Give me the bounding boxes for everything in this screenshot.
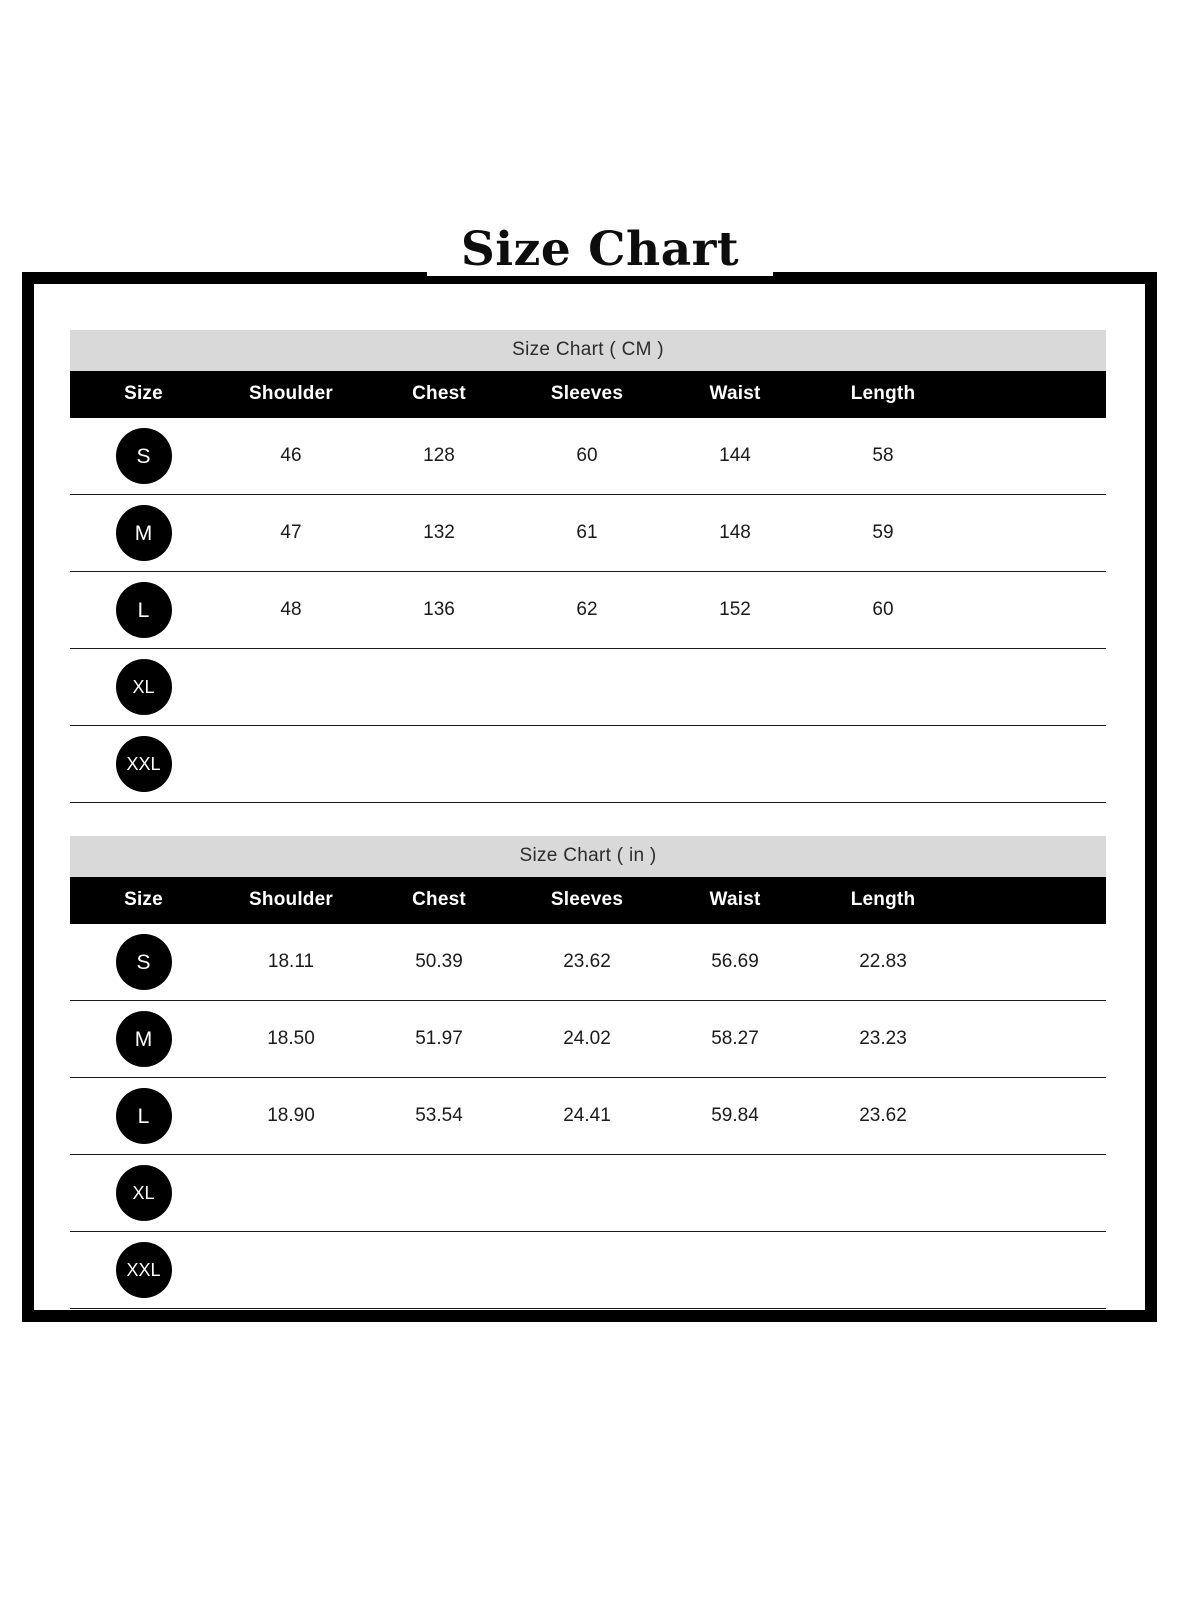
cell-waist: 59.84 <box>661 1078 809 1155</box>
cell-chest: 51.97 <box>365 1001 513 1078</box>
cell-waist <box>661 726 809 803</box>
size-cell <box>70 1001 217 1078</box>
size-cell <box>70 726 217 803</box>
cell-sleeves <box>513 1232 661 1309</box>
cell-spacer <box>957 924 1106 1001</box>
cell-shoulder <box>217 1155 365 1232</box>
col-header-size: Size <box>70 371 217 418</box>
cell-spacer <box>957 649 1106 726</box>
size-badge: M <box>116 1011 172 1067</box>
table-row <box>70 1232 1106 1309</box>
cell-spacer <box>957 1001 1106 1078</box>
cell-length <box>809 649 957 726</box>
cell-length <box>809 1232 957 1309</box>
cell-chest <box>365 649 513 726</box>
table-row <box>70 495 1106 572</box>
cell-chest: 128 <box>365 418 513 495</box>
cell-length: 23.62 <box>809 1078 957 1155</box>
cell-waist <box>661 1232 809 1309</box>
size-badge: L <box>116 1088 172 1144</box>
size-badge: S <box>116 428 172 484</box>
cell-shoulder: 48 <box>217 572 365 649</box>
size-cell <box>70 572 217 649</box>
cell-length: 58 <box>809 418 957 495</box>
cell-sleeves: 24.41 <box>513 1078 661 1155</box>
size-cell <box>70 1155 217 1232</box>
size-badge: M <box>116 505 172 561</box>
col-header-shoulder: Shoulder <box>217 371 365 418</box>
size-cell <box>70 1078 217 1155</box>
col-header-sleeves: Sleeves <box>513 877 661 924</box>
cell-spacer <box>957 572 1106 649</box>
table-row <box>70 572 1106 649</box>
cell-waist: 144 <box>661 418 809 495</box>
tables-gap <box>70 803 1106 836</box>
cell-sleeves: 62 <box>513 572 661 649</box>
cell-sleeves: 61 <box>513 495 661 572</box>
col-header-waist: Waist <box>661 877 809 924</box>
table-row <box>70 924 1106 1001</box>
cell-chest: 132 <box>365 495 513 572</box>
cell-length: 60 <box>809 572 957 649</box>
size-badge: XXL <box>116 736 172 792</box>
cell-sleeves <box>513 649 661 726</box>
size-badge: S <box>116 934 172 990</box>
size-badge: XL <box>116 659 172 715</box>
table-row <box>70 649 1106 726</box>
page-title: Size Chart <box>460 222 740 277</box>
table-band-in <box>70 836 1106 877</box>
col-header-waist: Waist <box>661 371 809 418</box>
col-header-shoulder: Shoulder <box>217 877 365 924</box>
size-cell <box>70 418 217 495</box>
cell-shoulder: 18.11 <box>217 924 365 1001</box>
size-tables <box>70 330 1106 1309</box>
cell-shoulder: 47 <box>217 495 365 572</box>
size-cell <box>70 1232 217 1309</box>
cell-sleeves: 23.62 <box>513 924 661 1001</box>
cell-sleeves: 60 <box>513 418 661 495</box>
col-header-length: Length <box>809 877 957 924</box>
table-header-cm <box>70 371 1106 418</box>
cell-sleeves: 24.02 <box>513 1001 661 1078</box>
table-row <box>70 1078 1106 1155</box>
page-title-container <box>0 224 1200 276</box>
cell-spacer <box>957 1155 1106 1232</box>
table-row <box>70 1001 1106 1078</box>
cell-length <box>809 1155 957 1232</box>
col-header-length: Length <box>809 371 957 418</box>
cell-spacer <box>957 1078 1106 1155</box>
cell-length: 22.83 <box>809 924 957 1001</box>
cell-shoulder <box>217 726 365 803</box>
cell-chest: 53.54 <box>365 1078 513 1155</box>
cell-length: 59 <box>809 495 957 572</box>
cell-spacer <box>957 418 1106 495</box>
cell-spacer <box>957 726 1106 803</box>
table-header-in <box>70 877 1106 924</box>
table-row <box>70 418 1106 495</box>
cell-chest <box>365 726 513 803</box>
cell-waist: 56.69 <box>661 924 809 1001</box>
cell-spacer <box>957 1232 1106 1309</box>
cell-waist <box>661 1155 809 1232</box>
cell-chest: 50.39 <box>365 924 513 1001</box>
size-table-cm <box>70 330 1106 803</box>
size-badge: XXL <box>116 1242 172 1298</box>
cell-length <box>809 726 957 803</box>
size-badge: L <box>116 582 172 638</box>
cell-chest <box>365 1155 513 1232</box>
col-header-spacer <box>957 371 1106 418</box>
table-row <box>70 726 1106 803</box>
col-header-sleeves: Sleeves <box>513 371 661 418</box>
cell-shoulder <box>217 649 365 726</box>
col-header-chest: Chest <box>365 877 513 924</box>
size-table-in <box>70 836 1106 1309</box>
cell-sleeves <box>513 726 661 803</box>
cell-length: 23.23 <box>809 1001 957 1078</box>
cell-chest: 136 <box>365 572 513 649</box>
title-backdrop <box>427 224 773 276</box>
cell-spacer <box>957 495 1106 572</box>
cell-waist: 58.27 <box>661 1001 809 1078</box>
band-label-in: Size Chart ( in ) <box>70 836 1106 877</box>
table-row <box>70 1155 1106 1232</box>
col-header-spacer <box>957 877 1106 924</box>
band-label-cm: Size Chart ( CM ) <box>70 330 1106 371</box>
cell-shoulder: 46 <box>217 418 365 495</box>
cell-shoulder: 18.50 <box>217 1001 365 1078</box>
cell-waist: 152 <box>661 572 809 649</box>
size-cell <box>70 649 217 726</box>
cell-waist: 148 <box>661 495 809 572</box>
cell-chest <box>365 1232 513 1309</box>
col-header-size: Size <box>70 877 217 924</box>
size-badge: XL <box>116 1165 172 1221</box>
cell-waist <box>661 649 809 726</box>
table-band-cm <box>70 330 1106 371</box>
cell-shoulder: 18.90 <box>217 1078 365 1155</box>
cell-shoulder <box>217 1232 365 1309</box>
col-header-chest: Chest <box>365 371 513 418</box>
cell-sleeves <box>513 1155 661 1232</box>
size-cell <box>70 495 217 572</box>
size-cell <box>70 924 217 1001</box>
